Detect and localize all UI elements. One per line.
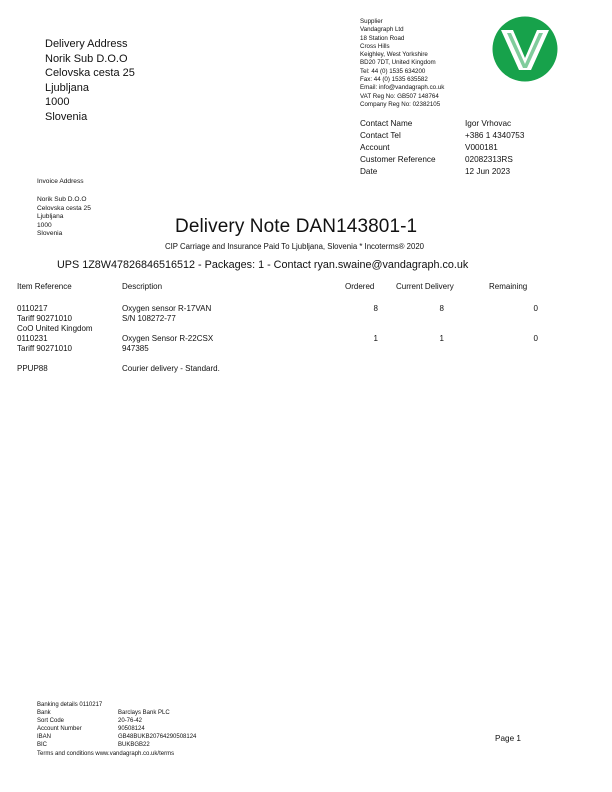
- header-ordered: Ordered: [345, 282, 375, 291]
- banking-row: [37, 709, 267, 717]
- banking-value: GB48BUKB20764290508124: [118, 734, 197, 741]
- row2-ordered: 1: [373, 334, 378, 343]
- banking-row: [37, 725, 267, 733]
- contact-row: [360, 142, 600, 154]
- row2-item: 0110231: [17, 334, 48, 343]
- banking-value: BUKBGB22: [118, 742, 150, 749]
- contact-key: Contact Name: [360, 119, 413, 128]
- invoice-address: [37, 196, 197, 239]
- contact-row: [360, 154, 600, 166]
- banking-value: 20-76-42: [118, 718, 143, 725]
- invoice-address-line: Slovenia: [37, 230, 63, 238]
- contact-row: [360, 118, 600, 130]
- supplier-line: Keighley, West Yorkshire: [360, 51, 428, 59]
- invoice-address-line: 1000: [37, 221, 52, 229]
- header-description: Description: [122, 282, 163, 291]
- contact-key: Account: [360, 143, 390, 152]
- banking-value: Barclays Bank PLC: [118, 710, 170, 717]
- contact-value: +386 1 4340753: [465, 131, 525, 140]
- contact-value: 02082313RS: [465, 155, 513, 164]
- supplier-line: Tel: 44 (0) 1535 634200: [360, 67, 426, 75]
- row2-description: Oxygen Sensor R-22CSX: [122, 334, 214, 343]
- banking-key: BIC: [37, 742, 48, 749]
- row2-remaining: 0: [533, 334, 538, 343]
- document-title: Delivery Note DAN143801-1: [175, 216, 418, 237]
- invoice-address-label: Invoice Address: [37, 178, 84, 185]
- row3-description: Courier delivery - Standard.: [122, 364, 220, 373]
- header-item-reference: Item Reference: [17, 282, 72, 291]
- supplier-line: VAT Reg No: GB507 148764: [360, 92, 439, 100]
- contact-key: Contact Tel: [360, 131, 401, 140]
- row1-item: 0110217: [17, 304, 48, 313]
- shipment-line: UPS 1Z8W47826846516512 - Packages: 1 - Contact ryan.swaine@vandagraph.co.uk: [57, 259, 469, 271]
- supplier-line: Company Reg No: 02382105: [360, 100, 441, 108]
- terms-link[interactable]: Terms and conditions www.vandagraph.co.uk/terms: [37, 750, 175, 757]
- supplier-line: Fax: 44 (0) 1535 635582: [360, 76, 428, 84]
- delivery-address: [45, 37, 265, 124]
- row1-tariff: Tariff 90271010: [17, 314, 73, 323]
- row1-ordered: 8: [373, 304, 378, 313]
- contact-value: 12 Jun 2023: [465, 167, 511, 176]
- row1-remaining: 0: [533, 304, 538, 313]
- invoice-address-line: Celovska cesta 25: [37, 204, 91, 212]
- contact-key: Customer Reference: [360, 155, 436, 164]
- incoterms-line: CIP Carriage and Insurance Paid To Ljubljana, Slovenia * Incoterms® 2020: [165, 242, 425, 251]
- logo-circle: [493, 17, 558, 82]
- row1-origin: CoO United Kingdom: [17, 324, 93, 333]
- contact-key: Date: [360, 167, 378, 176]
- delivery-address-label: Delivery Address: [45, 38, 128, 50]
- row1-current: 8: [439, 304, 444, 313]
- supplier-email[interactable]: Email: info@vandagraph.co.uk: [360, 84, 445, 92]
- supplier-line: Supplier: [360, 18, 383, 25]
- banking-key: Sort Code: [37, 718, 65, 725]
- invoice-address-line: Ljubljana: [37, 213, 64, 221]
- invoice-address-line: Norik Sub D.O.O: [37, 196, 87, 203]
- row2-detail: 947385: [122, 344, 149, 353]
- supplier-line: 18 Station Road: [360, 34, 405, 42]
- contact-value: Igor Vrhovac: [465, 119, 512, 128]
- contact-value: V000181: [465, 143, 498, 152]
- delivery-address-line: 1000: [45, 96, 70, 108]
- delivery-address-line: Ljubljana: [45, 81, 90, 94]
- banking-key: Account Number: [37, 726, 82, 733]
- delivery-address-line: Celovska cesta 25: [45, 67, 135, 79]
- delivery-address-line: Norik Sub D.O.O: [45, 52, 128, 65]
- supplier-line: BD20 7DT, United Kingdom: [360, 59, 436, 67]
- banking-details: [37, 701, 267, 758]
- row1-description: Oxygen sensor R-17VAN: [122, 304, 212, 313]
- header-remaining: Remaining: [489, 282, 528, 291]
- supplier-line: Vandagraph Ltd: [360, 26, 404, 34]
- vandagraph-logo-icon: [492, 16, 558, 82]
- banking-value: 90508124: [118, 726, 145, 733]
- row2-current: 1: [439, 334, 444, 343]
- row1-serial: S/N 108272-77: [122, 314, 176, 323]
- supplier-line: Cross Hills: [360, 42, 390, 50]
- banking-heading: Banking details 0110217: [37, 702, 103, 708]
- contact-row: [360, 166, 600, 178]
- banking-row: [37, 741, 267, 749]
- contact-row: [360, 130, 600, 142]
- contact-details: [360, 118, 600, 178]
- banking-row: [37, 717, 267, 725]
- row3-item: PPUP88: [17, 364, 48, 373]
- delivery-address-line: Slovenia: [45, 110, 88, 123]
- banking-key: IBAN: [37, 734, 52, 741]
- row2-tariff: Tariff 90271010: [17, 344, 73, 353]
- page-number: Page 1: [495, 734, 521, 743]
- banking-key: Bank: [37, 710, 51, 717]
- banking-row: [37, 733, 267, 741]
- header-current-delivery: Current Delivery: [396, 282, 454, 291]
